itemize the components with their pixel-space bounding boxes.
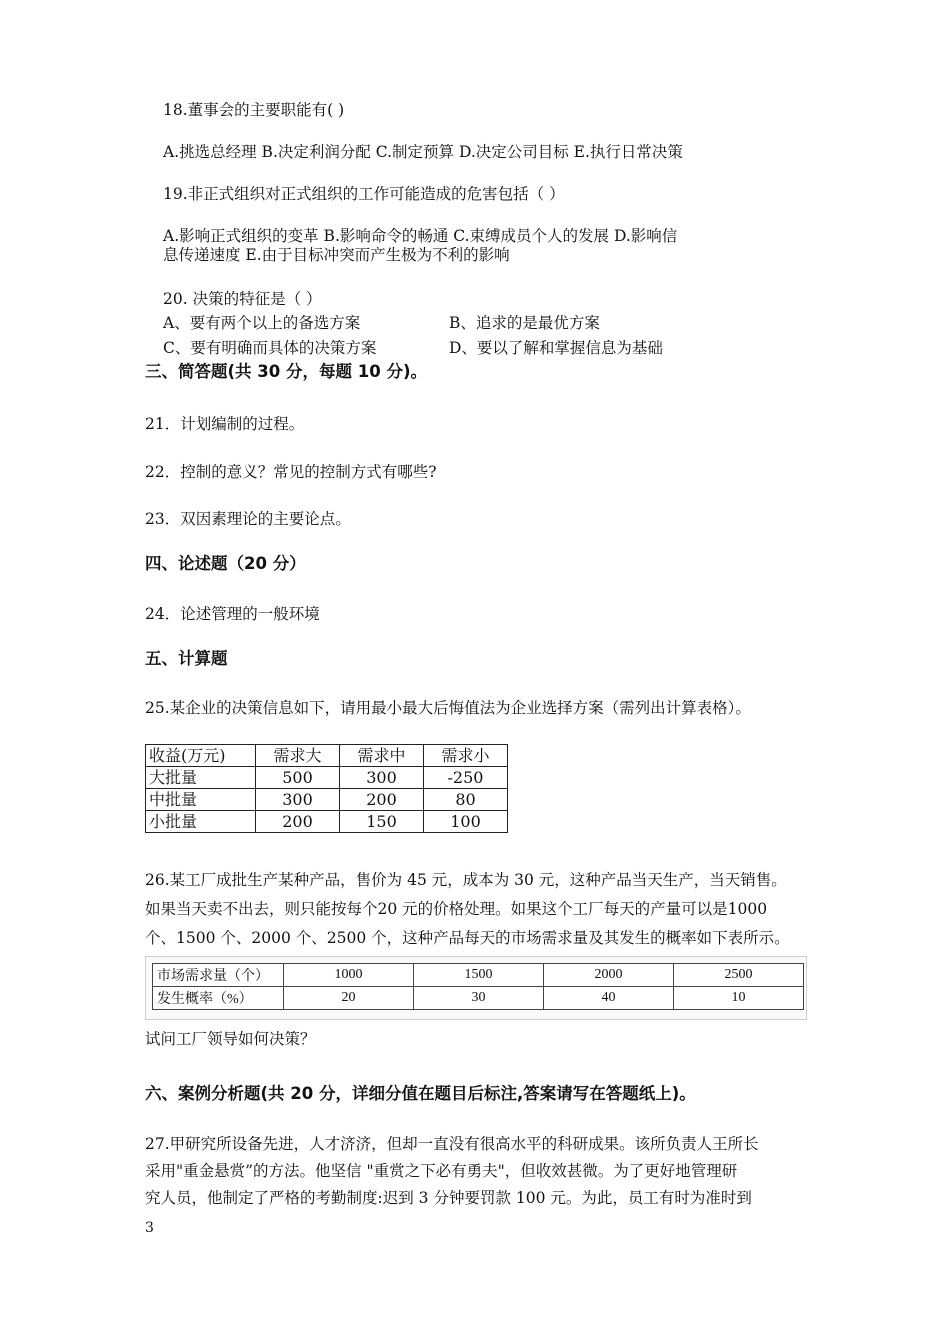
table-cell: 100 [424, 811, 508, 833]
question-27-line2: 采用"重金悬赏”的方法。他坚信 "重赏之下必有勇夫"，但收效甚微。为了更好地管理研 [145, 1162, 738, 1180]
section-4-heading: 四、论述题（20 分） [145, 554, 306, 573]
question-21: 21．计划编制的过程。 [145, 415, 305, 433]
table-cell: 80 [424, 789, 508, 811]
table-cell: 市场需求量（个） [153, 964, 284, 987]
table-cell: 20 [284, 987, 414, 1010]
table-row [146, 811, 508, 833]
question-20-option-b: B、追求的是最优方案 [449, 314, 600, 332]
question-26-ask: 试问工厂领导如何决策？ [145, 1030, 316, 1048]
page-number: 3 [145, 1220, 154, 1236]
table-cell: 2000 [544, 964, 674, 987]
table-cell: 300 [340, 767, 424, 789]
question-20: 20. 决策的特征是（ ） [163, 290, 322, 308]
question-20-option-a: A、要有两个以上的备选方案 [163, 314, 361, 332]
section-6-heading: 六、案例分析题(共 20 分，详细分值在题目后标注,答案请写在答题纸上)。 [145, 1084, 696, 1103]
table-cell: 150 [340, 811, 424, 833]
question-18-options: A.挑选总经理 B.决定利润分配 C.制定预算 D.决定公司目标 E.执行日常决策 [163, 143, 683, 161]
question-27-line1: 27.甲研究所设备先进，人才济济，但却一直没有很高水平的科研成果。该所负责人王所长 [145, 1135, 759, 1153]
table-cell: 40 [544, 987, 674, 1010]
table-cell: 10 [674, 987, 804, 1010]
table-cell: 小批量 [146, 811, 256, 833]
demand-probability-table-image [145, 956, 807, 1020]
table-cell: 收益(万元) [146, 745, 256, 767]
table-cell: 30 [414, 987, 544, 1010]
table-row [153, 987, 804, 1010]
table-cell: -250 [424, 767, 508, 789]
table-cell: 需求大 [256, 745, 340, 767]
demand-probability-table [152, 963, 804, 1010]
question-20-option-c: C、要有明确而具体的决策方案 [163, 339, 377, 357]
table-cell: 2500 [674, 964, 804, 987]
question-19: 19.非正式组织对正式组织的工作可能造成的危害包括（ ） [163, 185, 565, 203]
table-cell: 发生概率（%） [153, 987, 284, 1010]
question-25: 25.某企业的决策信息如下，请用最小最大后悔值法为企业选择方案（需列出计算表格）。 [145, 699, 751, 717]
question-26-line3: 个、1500 个、2000 个、2500 个，这种产品每天的市场需求量及其发生的概率如下表所示。 [145, 929, 790, 947]
table-cell: 200 [340, 789, 424, 811]
section-5-heading: 五、计算题 [145, 649, 228, 668]
table-cell: 200 [256, 811, 340, 833]
table-cell: 大批量 [146, 767, 256, 789]
table-header-row [146, 745, 508, 767]
question-26-line2: 如果当天卖不出去，则只能按每个20 元的价格处理。如果这个工厂每天的产量可以是1000 [145, 900, 768, 918]
question-19-options-line1: A.影响正式组织的变革 B.影响命令的畅通 C.束缚成员个人的发展 D.影响信 [163, 227, 678, 245]
table-cell: 500 [256, 767, 340, 789]
question-20-option-d: D、要以了解和掌握信息为基础 [449, 339, 663, 357]
table-row [146, 767, 508, 789]
table-cell: 需求中 [340, 745, 424, 767]
question-27-line3: 究人员，他制定了严格的考勤制度:迟到 3 分钟要罚款 100 元。为此，员工有时为准时到 [145, 1189, 752, 1207]
table-cell: 1000 [284, 964, 414, 987]
question-24: 24．论述管理的一般环境 [145, 605, 320, 623]
table-row [146, 789, 508, 811]
question-19-options-line2: 息传递速度 E.由于目标冲突而产生极为不利的影响 [163, 246, 510, 264]
question-18: 18.董事会的主要职能有( ) [163, 101, 345, 119]
section-3-heading: 三、简答题(共 30 分，每题 10 分)。 [145, 362, 427, 381]
question-22: 22．控制的意义？常见的控制方式有哪些? [145, 463, 437, 481]
table-row [153, 964, 804, 987]
table-cell: 1500 [414, 964, 544, 987]
question-23: 23．双因素理论的主要论点。 [145, 510, 351, 528]
payoff-table [145, 744, 508, 833]
table-cell: 需求小 [424, 745, 508, 767]
table-cell: 300 [256, 789, 340, 811]
question-26-line1: 26.某工厂成批生产某种产品，售价为 45 元，成本为 30 元，这种产品当天生产，当天销售。 [145, 871, 787, 889]
table-cell: 中批量 [146, 789, 256, 811]
